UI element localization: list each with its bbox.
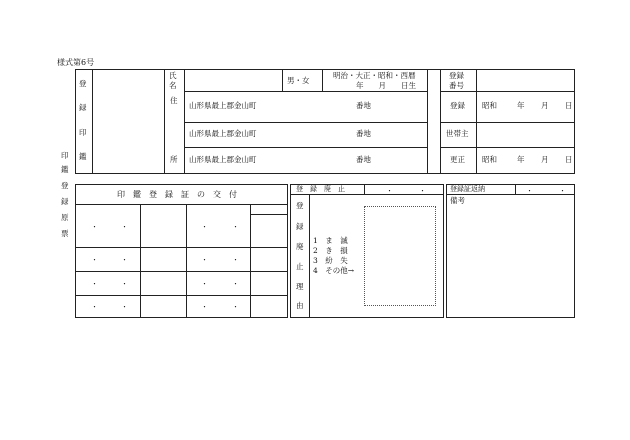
date-separator: ・	[121, 223, 128, 231]
banchi-label: 番地	[356, 155, 371, 164]
day-label: 日	[565, 101, 573, 110]
date-separator: ・	[526, 187, 533, 195]
birth-ymd: 年 月 日生	[356, 81, 416, 90]
reg-number-label: 登録	[449, 71, 464, 80]
other-reason-box	[364, 206, 436, 306]
banchi-label: 番地	[356, 129, 371, 138]
title-char: 原	[61, 213, 69, 222]
seal-label: 録	[79, 103, 87, 112]
date-separator: ・	[232, 223, 239, 231]
date-separator: ・	[419, 187, 426, 195]
reason-item: 3 紛 失	[313, 256, 348, 265]
seal-label: 鑑	[79, 152, 87, 161]
address-text: 山形県最上郡金山町	[189, 101, 257, 110]
date-separator: ・	[559, 187, 566, 195]
reason-label-char: 止	[296, 262, 304, 271]
reason-label-char: 録	[296, 222, 304, 231]
return-remarks-table	[446, 184, 575, 318]
seal-label: 印	[79, 128, 87, 137]
date-separator: ・	[201, 303, 208, 311]
date-separator: ・	[121, 303, 128, 311]
address-label: 住	[170, 96, 178, 105]
title-char: 鑑	[61, 165, 69, 174]
name-label: 氏	[169, 71, 177, 80]
date-separator: ・	[386, 187, 393, 195]
month-label: 月	[541, 155, 549, 164]
registration-label: 登録	[450, 101, 465, 110]
date-separator: ・	[232, 303, 239, 311]
correction-label: 更正	[450, 155, 465, 164]
date-separator: ・	[91, 256, 98, 264]
date-separator: ・	[232, 280, 239, 288]
title-char: 登	[61, 181, 69, 190]
year-label: 年	[517, 101, 525, 110]
date-separator: ・	[232, 256, 239, 264]
reason-label-char: 理	[296, 282, 304, 291]
month-label: 月	[541, 101, 549, 110]
form-number: 様式第6号	[57, 58, 95, 67]
gender-choice: 男・女	[287, 76, 310, 85]
title-char: 票	[61, 229, 69, 238]
era-label: 昭和	[482, 155, 497, 164]
year-label: 年	[517, 155, 525, 164]
date-separator: ・	[91, 280, 98, 288]
reason-item: 4 その他→	[313, 266, 355, 275]
birth-eras: 明治・大正・昭和・西暦	[333, 71, 416, 80]
reason-item: 2 き 損	[313, 246, 348, 255]
era-label: 昭和	[482, 101, 497, 110]
reg-number-label: 番号	[449, 81, 464, 90]
reason-label-char: 由	[296, 301, 304, 310]
title-char: 印	[61, 151, 69, 160]
abolish-header: 登 録 廃 止	[296, 185, 345, 193]
date-separator: ・	[121, 256, 128, 264]
title-char: 録	[61, 197, 69, 206]
date-separator: ・	[91, 303, 98, 311]
name-label: 名	[169, 81, 177, 90]
address-text: 山形県最上郡金山町	[189, 129, 257, 138]
return-header: 登録証返納	[450, 185, 485, 193]
reason-label-char: 廃	[296, 242, 304, 251]
date-separator: ・	[201, 280, 208, 288]
address-label: 所	[170, 155, 178, 164]
reason-label-char: 登	[296, 201, 304, 210]
address-text: 山形県最上郡金山町	[189, 155, 257, 164]
date-separator: ・	[91, 223, 98, 231]
cert-issuance-header: 印 鑑 登 録 証 の 交 付	[117, 190, 237, 199]
date-separator: ・	[121, 280, 128, 288]
date-separator: ・	[201, 256, 208, 264]
day-label: 日	[565, 155, 573, 164]
banchi-label: 番地	[356, 101, 371, 110]
remarks-label: 備考	[450, 196, 465, 205]
householder-label: 世帯主	[446, 129, 469, 138]
seal-label: 登	[79, 79, 87, 88]
date-separator: ・	[201, 223, 208, 231]
reason-item: 1 ま 滅	[313, 236, 348, 245]
